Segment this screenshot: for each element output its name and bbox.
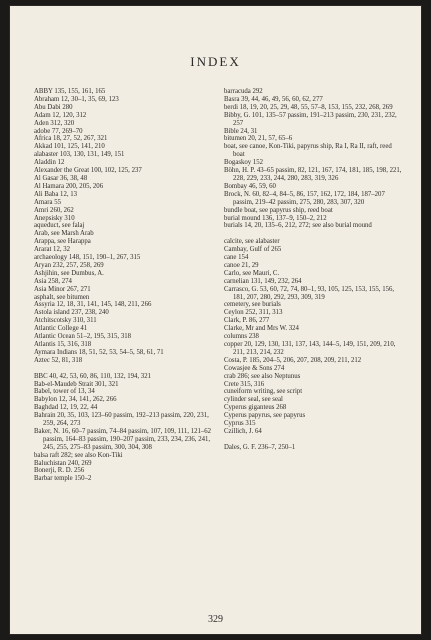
index-entry: Clarke, Mr and Mrs W. 324 [224, 325, 299, 333]
index-column-left [34, 88, 214, 483]
index-entry: asphalt, see bitumen [34, 293, 90, 301]
index-entry: Clark, P. 86, 277 [224, 317, 270, 325]
index-entry: Atlantic College 41 [34, 325, 88, 333]
index-entry: alabaster 103, 130, 131, 149, 151 [34, 151, 125, 159]
letter-section-gap [224, 230, 404, 238]
index-entry: Dales, G. F. 236–7, 250–1 [224, 443, 296, 451]
index-entry: balsa raft 282; see also Kon-Tiki [34, 451, 123, 459]
index-entry: Carrasco, G. 53, 60, 72, 74, 80–1, 93, 105, 125, 153, 155, 156, 181, 207, 280, 292, 293, 309, 319 [224, 285, 395, 301]
index-entry: Aryan 232, 257, 258, 269 [34, 261, 104, 269]
index-entry: Africa 18, 27, 52, 267, 321 [34, 135, 108, 143]
index-entry: Aden 312, 320 [34, 119, 75, 127]
index-entry: Bombay 46, 59, 60 [224, 182, 276, 190]
index-entry: Akkad 101, 125, 141, 210 [34, 143, 105, 151]
index-entry: Anepsisky 310 [34, 214, 75, 222]
letter-section-gap [224, 436, 404, 444]
index-entry: Bibby, G. 101, 135–57 passim, 191–213 passim, 230, 231, 232, 257 [224, 111, 397, 127]
index-entry: cuneiform writing, see script [224, 388, 303, 396]
index-entry: Ashjihin, see Dumbus, A. [34, 269, 104, 277]
index-entry: columns 238 [224, 333, 259, 341]
letter-section-gap [34, 365, 214, 373]
index-entry: Bible 24, 31 [224, 127, 258, 135]
index-entry: BBC 40, 42, 53, 60, 86, 110, 132, 194, 321 [34, 372, 152, 380]
index-entry: boat, see canoe, Kon-Tiki, papyrus ship, Ra I, Ra II, raft, reed boat [224, 143, 392, 159]
index-entry: berdi 18, 19, 20, 25, 29, 48, 55, 57–8, 153, 155, 232, 268, 269 [224, 103, 393, 111]
index-entry: Brock, N. 60, 82–4, 84–5, 86, 157, 162, 172, 184, 187–207 passim, 219–42 passim, 275, 280, 283, 307, 320 [224, 190, 385, 206]
index-entry: copper 20, 129, 130, 131, 137, 143, 144–5, 149, 151, 209, 210, 211, 213, 214, 232 [224, 340, 396, 356]
index-entry: bitumen 20, 21, 57, 65–6 [224, 135, 293, 143]
index-entry: Cyperus giganteus 268 [224, 404, 287, 412]
index-entry: Al Hamara 200, 205, 206 [34, 182, 104, 190]
index-entry: Carlo, see Mauri, C. [224, 269, 280, 277]
index-entry: Assyria 12, 18, 31, 141, 145, 148, 211, 266 [34, 301, 152, 309]
index-entry: Cyperus papyrus, see papyrus [224, 412, 306, 420]
index-entry: Babel, tower of 13, 34 [34, 388, 95, 396]
page-number: 329 [208, 614, 223, 625]
index-entry: cemetery, see burials [224, 301, 281, 309]
index-entry: Asia 258, 274 [34, 277, 72, 285]
index-entry: Al Gasar 36, 38, 48 [34, 174, 88, 182]
index-entry: Bonerji, R. D. 256 [34, 467, 85, 475]
index-entry: Bab-el-Maudeb Strait 301, 321 [34, 380, 119, 388]
index-entry: Baluchistan 240, 269 [34, 459, 92, 467]
index-entry: calcite, see alabaster [224, 238, 280, 246]
index-entry: Cyprus 315 [224, 420, 256, 428]
index-entry: bundle boat, see papyrus ship, reed boat [224, 206, 333, 214]
index-entry: Amri 260, 262 [34, 206, 74, 214]
index-entry: Basra 39, 44, 46, 49, 56, 60, 62, 277 [224, 95, 323, 103]
index-entry: Amara 55 [34, 198, 61, 206]
index-entry: Atlantic Ocean 51–2, 195, 315, 318 [34, 333, 132, 341]
index-entry: Adam 12, 120, 312 [34, 111, 87, 119]
index-entry: crab 286; see also Neptunus [224, 372, 301, 380]
index-entry: Bahrain 20, 35, 103, 123–60 passim, 192–213 passim, 220, 231, 259, 264, 273 [34, 412, 209, 428]
book-page [10, 6, 421, 634]
index-entry: ABBY 135, 155, 161, 165 [34, 88, 106, 95]
index-entry: Cowasjee & Sons 274 [224, 364, 285, 372]
index-entry: Cambay, Gulf of 265 [224, 246, 282, 254]
index-entry: cylinder seal, see seal [224, 396, 283, 404]
index-entry: Arappa, see Harappa [34, 238, 91, 246]
index-entry: Babylon 12, 34, 141, 262, 266 [34, 396, 117, 404]
index-entry: burials 14, 20, 135–6, 212, 272; see also burial mound [224, 222, 372, 230]
page-heading: INDEX [190, 54, 241, 69]
index-entry: Ararat 12, 32 [34, 246, 71, 254]
index-entry: adobe 77, 269–70 [34, 127, 83, 135]
index-entry: Böhn, H. P. 43–65 passim, 82, 121, 167, 174, 181, 185, 198, 221, 228, 229, 233, 244, 280, 283, 319, 326 [224, 167, 402, 182]
index-entry: Aymara Indians 18, 51, 52, 53, 54–5, 58, 61, 71 [34, 348, 164, 356]
index-entry: Astola island 237, 238, 240 [34, 309, 109, 317]
index-entry: Atlantis 15, 316, 318 [34, 341, 92, 348]
index-entry: Ali Baba 12, 13 [34, 190, 78, 198]
index-entry: archaeology 148, 151, 190–1, 267, 315 [34, 254, 141, 262]
index-entry: Crete 315, 316 [224, 380, 265, 388]
index-entry: Czillich, J. 64 [224, 427, 262, 435]
index-entry: Ceylon 252, 311, 313 [224, 309, 283, 317]
index-entry: Atchitscotsky 310, 311 [34, 317, 97, 325]
index-entry: canoe 21, 29 [224, 261, 259, 269]
index-entry: Barbar temple 150–2 [34, 475, 92, 483]
index-entry: carnelian 131, 149, 232, 264 [224, 277, 302, 285]
index-entry: Alexander the Great 100, 102, 125, 237 [34, 167, 142, 175]
index-entry: aqueduct, see falaj [34, 222, 85, 230]
index-entry: Aladdin 12 [34, 159, 65, 167]
index-entry: Abu Dabi 280 [34, 103, 73, 111]
index-entry: barracuda 292 [224, 88, 263, 95]
index-entry: Arab, see Marsh Arab [34, 230, 94, 238]
index-entry: cane 154 [224, 254, 249, 262]
index-column-right [224, 88, 404, 452]
index-entry: Baghdad 12, 19, 22, 44 [34, 404, 98, 412]
index-entry: Bogaskoy 152 [224, 159, 264, 167]
index-entry: Costa, P. 185, 204–5, 206, 207, 208, 209, 211, 212 [224, 356, 362, 364]
index-entry: Asia Minor 267, 271 [34, 285, 91, 293]
index-entry: Baker, N. 16, 60–7 passim, 74–84 passim, 107, 109, 111, 121–62 passim, 164–83 passim, 190–207 passim, 233, 234, 236, 241, 245, 255, 275–83 passim, 300, 304, 308 [34, 427, 212, 451]
index-entry: Abraham 12, 30–1, 35, 69, 123 [34, 95, 119, 103]
index-entry: Aztec 52, 81, 318 [34, 356, 83, 364]
index-entry: burial mound 136, 137–9, 150–2, 212 [224, 214, 327, 222]
